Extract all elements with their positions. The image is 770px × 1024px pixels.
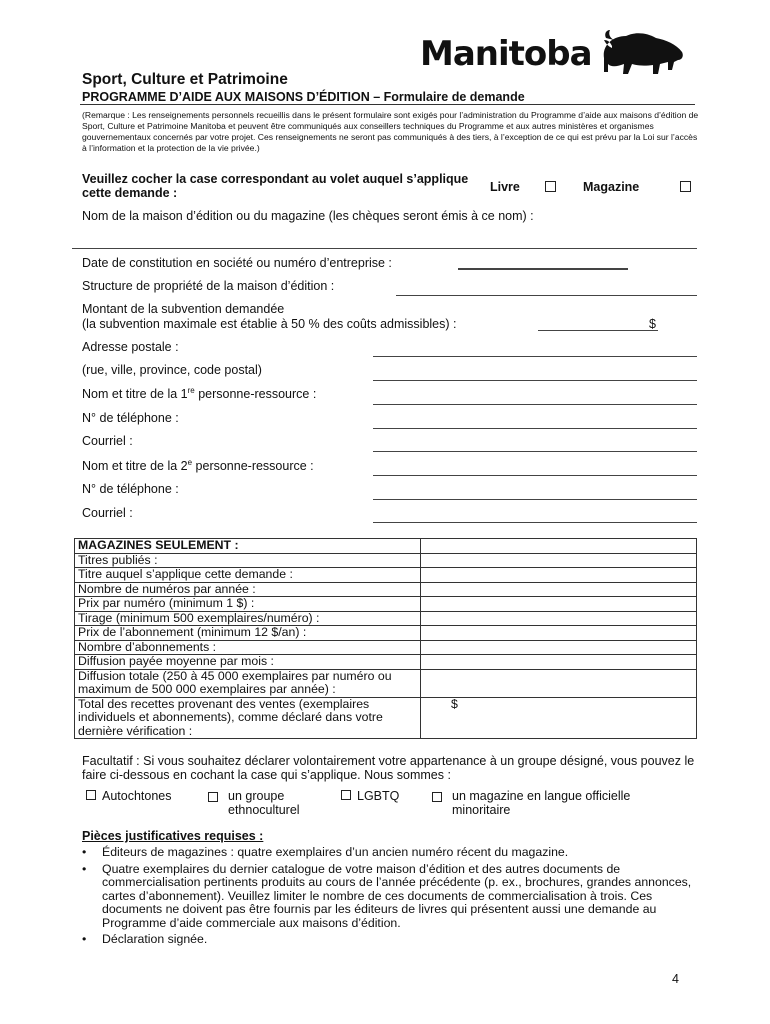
table-cell-label: Diffusion totale (250 à 45 000 exemplaires par numéro ou maximum de 500 000 exemplaires par année) : (75, 669, 421, 697)
tel2-field[interactable] (373, 499, 697, 500)
table-cell-label: Tirage (minimum 500 exemplaires/numéro) : (75, 611, 421, 626)
montant-label: Montant de la subvention demandée (82, 302, 285, 316)
option-autochtones[interactable]: Autochtones (86, 789, 172, 803)
table-cell-label: Diffusion payée moyenne par mois : (75, 655, 421, 670)
checkbox-icon[interactable] (341, 790, 351, 800)
adresse-label: Adresse postale : (82, 340, 179, 354)
table-cell-input[interactable] (421, 669, 697, 697)
structure-label: Structure de propriété de la maison d’édition : (82, 279, 335, 293)
option-ethnoculturel[interactable]: un groupe ethnoculturel (208, 789, 328, 817)
option-langue-minoritaire[interactable]: un magazine en langue officielle minoritaire (432, 789, 682, 817)
montant-note: (la subvention maximale est établie à 50 % des coûts admissibles) : (82, 317, 457, 331)
magazines-header: MAGAZINES SEULEMENT : (75, 539, 421, 554)
date-constitution-label: Date de constitution en société ou numéro d’entreprise : (82, 256, 392, 270)
pieces-list (82, 846, 702, 950)
tel1-label: N° de téléphone : (82, 411, 179, 425)
adresse-detail-field[interactable] (373, 380, 697, 381)
nom-maison-field[interactable] (72, 248, 697, 249)
table-row (75, 597, 697, 612)
table-row (75, 539, 697, 554)
option-lgbtq[interactable]: LGBTQ (341, 789, 399, 803)
privacy-remark: (Remarque : Les renseignements personnels recueillis dans le présent formulaire sont exigés pour l’administration du Programme d’aide aux maisons d’édition de Sport, Culture et Patrimoine Manitoba et peuvent être communiqués aux conseillers techniques du Programme et aux autres ministères et organismes gouvernementaux concernés par votre projet. Ces renseignements ne seront pas communiqués à des tiers, à l’exception de ce qui est prévu par la Loi sur l’accès à l’information et la protection de la vie privée.) (82, 110, 699, 153)
table-row (75, 626, 697, 641)
facultatif-text: Facultatif : Si vous souhaitez déclarer volontairement votre appartenance à un groupe désigné, vous pouvez le faire ci-dessous en cochant la case qui s’applique. Nous sommes : (82, 754, 695, 782)
logo-wordmark: Manitoba (420, 34, 592, 74)
contact2-label: Nom et titre de la 2e personne-ressource : (82, 458, 314, 474)
table-cell-input[interactable] (421, 640, 697, 655)
magazine-label: Magazine (583, 180, 640, 194)
courriel1-field[interactable] (373, 451, 697, 452)
date-constitution-field[interactable] (458, 268, 628, 270)
table-cell-label: Nombre d’abonnements : (75, 640, 421, 655)
contact1-label: Nom et titre de la 1re personne-ressource : (82, 386, 317, 402)
program-title: PROGRAMME D’AIDE AUX MAISONS D’ÉDITION – Formulaire de demande (82, 90, 525, 104)
montant-dollar: $ (649, 317, 656, 331)
list-item: • Déclaration signée. (82, 933, 702, 947)
table-cell-input[interactable] (421, 655, 697, 670)
nom-maison-label: Nom de la maison d’édition ou du magazine (les chèques seront émis à ce nom) : (82, 209, 534, 223)
table-cell-label: Prix par numéro (minimum 1 $) : (75, 597, 421, 612)
bison-icon (598, 28, 688, 80)
magazines-table (74, 538, 697, 739)
table-row (75, 697, 697, 739)
table-cell-label: Nombre de numéros par année : (75, 582, 421, 597)
adresse-detail-label: (rue, ville, province, code postal) (82, 363, 262, 377)
table-row (75, 553, 697, 568)
table-row (75, 568, 697, 583)
tel2-label: N° de téléphone : (82, 482, 179, 496)
livre-checkbox[interactable] (545, 181, 556, 192)
page-number: 4 (672, 972, 679, 986)
table-cell-input[interactable] (421, 597, 697, 612)
table-cell-label: Titre auquel s’applique cette demande : (75, 568, 421, 583)
contact1-field[interactable] (373, 404, 697, 405)
table-row (75, 640, 697, 655)
total-dollar: $ (451, 696, 458, 711)
tel1-field[interactable] (373, 428, 697, 429)
table-cell-input[interactable] (421, 626, 697, 641)
table-cell-label: Prix de l’abonnement (minimum 12 $/an) : (75, 626, 421, 641)
list-item: • Éditeurs de magazines : quatre exemplaires d’un ancien numéro récent du magazine. (82, 846, 702, 860)
volet-question: Veuillez cocher la case correspondant au volet auquel s’applique cette demande : (82, 172, 469, 200)
table-cell-input[interactable] (421, 611, 697, 626)
table-row (75, 611, 697, 626)
table-cell-input[interactable] (421, 582, 697, 597)
pieces-title: Pièces justificatives requises : (82, 829, 264, 843)
department-title: Sport, Culture et Patrimoine (82, 71, 288, 88)
contact2-field[interactable] (373, 475, 697, 476)
table-row (75, 582, 697, 597)
header-rule (80, 104, 695, 105)
table-cell-input[interactable] (421, 539, 697, 554)
table-cell-label: Total des recettes provenant des ventes (exemplaires individuels et abonnements), comme déclaré dans votre dernière vérification : (75, 697, 421, 739)
table-row (75, 669, 697, 697)
table-cell-input[interactable] (421, 553, 697, 568)
table-cell-input[interactable] (421, 568, 697, 583)
checkbox-icon[interactable] (86, 790, 96, 800)
montant-field[interactable] (538, 330, 658, 331)
structure-field[interactable] (396, 295, 697, 296)
courriel1-label: Courriel : (82, 434, 133, 448)
list-item: • Quatre exemplaires du dernier catalogue de votre maison d’édition et des autres documents de commercialisation pertinents produits au cours de l’année précédente (p. ex., brochures, grandes annonces, cartes d’abonnement). Veuillez limiter le nombre de ces documents de commercialisation à trois. Ces documents ne doivent pas être fournis par les éditeurs de livres qui présentent aussi une demande au Programme d’aide commerciale aux maisons d’édition. (82, 863, 702, 931)
table-row (75, 655, 697, 670)
table-cell-label: Titres publiés : (75, 553, 421, 568)
manitoba-logo (420, 28, 688, 80)
magazine-checkbox[interactable] (680, 181, 691, 192)
checkbox-icon[interactable] (208, 792, 218, 802)
total-recettes-input[interactable] (421, 697, 697, 739)
adresse-field[interactable] (373, 356, 697, 357)
livre-label: Livre (490, 180, 520, 194)
courriel2-field[interactable] (373, 522, 697, 523)
checkbox-icon[interactable] (432, 792, 442, 802)
courriel2-label: Courriel : (82, 506, 133, 520)
